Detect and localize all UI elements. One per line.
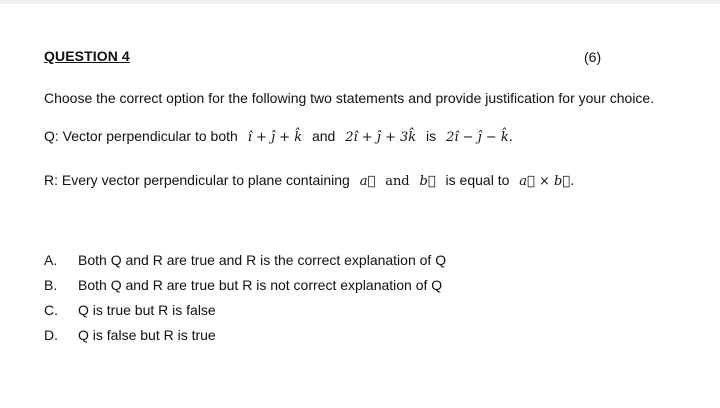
option-letter: D.: [44, 327, 58, 343]
statement-r: [44, 172, 574, 189]
statement-q-is: is: [426, 128, 437, 144]
question-instruction: Choose the correct option for the following two statements and provide justification for your choice.: [44, 90, 655, 106]
statement-q-result: 2î − ĵ − k̂.: [446, 130, 513, 145]
question-heading: QUESTION 4: [44, 48, 130, 64]
option-b: [44, 277, 442, 293]
statement-r-vec-a: a⃗: [359, 174, 376, 189]
option-letter: C.: [44, 302, 58, 318]
question-marks: (6): [584, 49, 602, 65]
top-band: [0, 0, 720, 4]
option-letter: A.: [44, 252, 58, 268]
option-letter: B.: [44, 277, 58, 293]
statement-r-and: and: [385, 174, 410, 189]
option-text: Q is false but R is true: [78, 327, 216, 343]
option-a: [44, 252, 446, 268]
statement-q-vector1: î + ĵ + k̂: [247, 130, 303, 145]
statement-q: [44, 128, 513, 145]
option-c: [44, 302, 216, 318]
statement-q-and: and: [311, 128, 336, 144]
statement-q-prefix: Q: Vector perpendicular to both: [44, 128, 238, 144]
option-d: [44, 327, 216, 343]
option-text: Both Q and R are true and R is the correct explanation of Q: [78, 252, 447, 268]
statement-r-cross: a⃗ × b⃗.: [519, 174, 575, 189]
option-text: Q is true but R is false: [78, 302, 216, 318]
statement-r-middle: is equal to: [445, 172, 510, 188]
statement-q-vector2: 2î + ĵ + 3k̂: [345, 130, 417, 145]
statement-r-prefix: R: Every vector perpendicular to plane containing: [44, 172, 350, 188]
statement-r-vec-b: b⃗: [419, 174, 436, 189]
option-text: Both Q and R are true but R is not correct explanation of Q: [78, 277, 443, 293]
